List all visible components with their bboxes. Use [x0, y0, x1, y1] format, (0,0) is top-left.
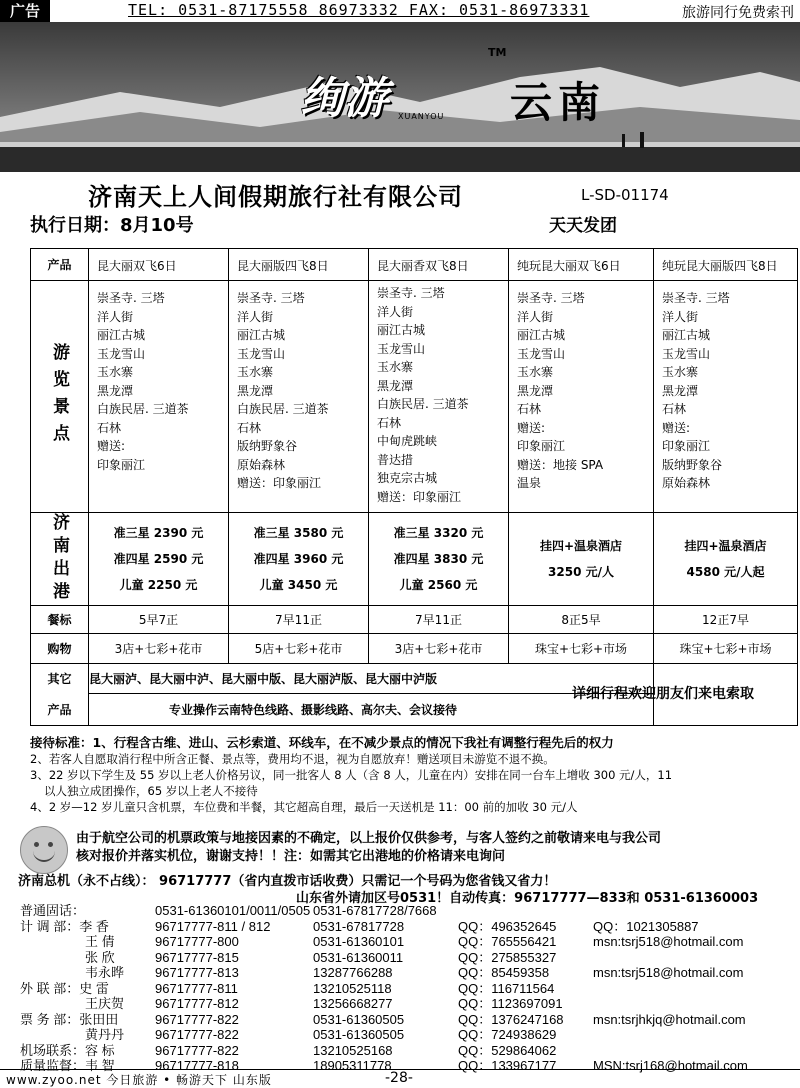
ad-tag: 广告	[0, 0, 50, 22]
sight-item: 丽江古城	[237, 328, 286, 342]
sight-item: 版纳野象谷	[237, 439, 298, 453]
shopping-info: 5店+七彩+花市	[229, 634, 369, 664]
contact-cell: 计 调 部：李 香	[20, 918, 109, 934]
price-item: 4580 元/人起	[686, 565, 765, 579]
shopping-info: 珠宝+七彩+市场	[654, 634, 798, 664]
contact-cell: 0531-61360505	[313, 1027, 405, 1043]
sight-item: 温泉	[517, 476, 542, 490]
sight-item: 黑龙潭	[377, 378, 414, 393]
sight-item: 丽江古城	[97, 328, 146, 342]
contact-cell: 0531-61360011	[313, 949, 404, 965]
contact-cell: QQ：1021305887	[593, 918, 699, 934]
contact-line: TEL: 0531-87175558 86973332 FAX: 0531-86973331	[128, 1, 590, 19]
sight-item: 丽江古城	[517, 328, 566, 342]
row-label-sights: 游览景点	[31, 281, 89, 513]
sights-list	[89, 281, 229, 513]
trade-note: 旅游同行免费索刊	[682, 5, 794, 21]
sight-item: 白族民居. 三道茶	[377, 397, 469, 411]
contact-row	[20, 1027, 783, 1043]
contact-cell: QQ：496352645	[458, 918, 557, 934]
meal-standard: 5早7正	[89, 606, 229, 634]
contact-cell	[593, 1043, 783, 1059]
price-item: 准四星 3830 元	[393, 552, 484, 566]
sight-item: 黑龙潭	[662, 383, 699, 398]
mountain-landscape-image	[0, 22, 800, 172]
contact-row	[20, 919, 783, 935]
sight-item: 洋人街	[662, 309, 699, 324]
contact-cell: QQ：85459358	[458, 965, 550, 981]
contact-cell: QQ：724938629	[458, 1027, 557, 1043]
contact-cell: QQ：275855327	[458, 949, 557, 965]
sight-item: 原始森林	[662, 476, 711, 490]
row-label-meals: 餐标	[31, 606, 89, 634]
footer-site: www.zyoo.net 今日旅游 • 畅游天下 山东版	[6, 1073, 272, 1087]
contact-cell: 0531-67817728/7668	[313, 903, 437, 919]
contact-cell: 96717777-818	[155, 1058, 239, 1074]
contact-cell: 质量监督：韦 智	[20, 1058, 115, 1074]
contact-cell: QQ：116711564	[458, 980, 555, 996]
table-row	[31, 281, 798, 513]
table-row	[31, 249, 798, 281]
price-item: 儿童 2250 元	[119, 578, 198, 592]
top-bar	[0, 0, 800, 23]
sight-item: 印象丽江	[97, 457, 146, 472]
sight-item: 丽江古城	[662, 328, 711, 342]
shopping-info: 3店+七彩+花市	[369, 634, 509, 664]
sight-item: 中甸虎跳峡	[377, 434, 438, 448]
shopping-info: 3店+七彩+花市	[89, 634, 229, 664]
sights-list	[229, 281, 369, 513]
sight-item: 白族民居. 三道茶	[97, 402, 189, 416]
contact-cell: 机场联系：容 标	[20, 1042, 115, 1058]
contact-cell: 13210525118	[313, 980, 392, 996]
sight-item: 崇圣寺. 三塔	[662, 291, 730, 305]
row-label-shopping: 购物	[31, 634, 89, 664]
hotline: 济南总机（永不占线）： 96717777（省内直拨市话收费）只需记一个号码为您省钱又省力！	[18, 874, 557, 889]
sight-item: 崇圣寺. 三塔	[237, 291, 305, 305]
product-name: 纯玩昆大丽版四飞8日	[654, 249, 798, 281]
contact-row	[20, 996, 783, 1012]
contact-row	[20, 965, 783, 981]
sights-list	[509, 281, 654, 513]
contact-cell: 96717777-822	[155, 1042, 239, 1058]
sight-item: 黑龙潭	[517, 383, 554, 398]
price-item: 准三星 2390 元	[113, 526, 204, 540]
service-notes	[30, 735, 797, 815]
sight-item: 玉水寨	[97, 365, 134, 379]
price-list	[509, 513, 654, 606]
meal-standard: 7早11正	[369, 606, 509, 634]
contact-table	[20, 903, 783, 1074]
contact-cell: 96717777-811 / 812	[155, 918, 271, 934]
sight-item: 洋人街	[237, 309, 274, 324]
product-table	[30, 248, 798, 726]
contact-cell	[593, 903, 783, 919]
contact-cell	[593, 981, 783, 997]
sight-item: 玉水寨	[377, 360, 414, 374]
price-item: 儿童 2560 元	[399, 578, 478, 592]
contact-cell: 18905311778	[313, 1058, 392, 1074]
sight-item: 崇圣寺. 三塔	[377, 286, 445, 300]
contact-cell: MSN:tsrj168@hotmail.com	[593, 1058, 748, 1074]
brand-pinyin: XUANYOU	[398, 112, 445, 121]
airline-notice-line: 由于航空公司的机票政策与地接因素的不确定，以上报价仅供参考，与客人签约之前敬请来电与我公司	[76, 831, 662, 846]
sight-item: 丽江古城	[377, 323, 426, 337]
contact-cell	[593, 950, 783, 966]
contact-cell	[593, 996, 783, 1012]
contact-cell: QQ：529864062	[458, 1042, 557, 1058]
product-name: 昆大丽双飞6日	[89, 249, 229, 281]
brand-logo: 绚游	[300, 73, 388, 124]
sight-item: 崇圣寺. 三塔	[517, 291, 585, 305]
contact-cell: 13256668277	[313, 996, 393, 1012]
contact-cell: 张 欣	[20, 949, 115, 965]
row-label-other: 其它	[31, 664, 89, 694]
contact-cell: msn:tsrj518@hotmail.com	[593, 965, 744, 981]
contact-cell: msn:tsrj518@hotmail.com	[593, 934, 744, 950]
license-number: L-SD-01174	[581, 186, 669, 204]
airline-notice	[76, 830, 776, 866]
price-list	[229, 513, 369, 606]
price-item: 准四星 3960 元	[253, 552, 344, 566]
product-name: 纯玩昆大丽双飞6日	[509, 249, 654, 281]
contact-cell: 96717777-813	[155, 965, 239, 981]
contact-cell: 王庆贺	[20, 996, 125, 1012]
sight-item: 玉龙雪山	[237, 346, 286, 361]
daily-departure: 天天发团	[549, 216, 617, 236]
other-products-line: 昆大丽泸、昆大丽中泸、昆大丽中版、昆大丽泸版、昆大丽中泸版	[89, 664, 654, 694]
sight-item: 普达措	[377, 452, 414, 467]
sight-item: 赠送：印象丽江	[237, 476, 322, 490]
sight-item: 玉龙雪山	[97, 346, 146, 361]
contact-cell: 王 倩	[20, 934, 115, 950]
contact-cell: 普通固话：	[20, 903, 86, 919]
sight-item: 洋人街	[517, 309, 554, 324]
price-list	[369, 513, 509, 606]
contact-cell	[593, 1027, 783, 1043]
sight-item: 玉水寨	[237, 365, 274, 379]
page-number: -28-	[385, 1070, 413, 1086]
contact-cell: 0531-61360101/0011/0505	[155, 903, 311, 919]
contact-cell: QQ：133967177	[458, 1058, 557, 1074]
table-row	[31, 513, 798, 606]
contact-cell: msn:tsrjhkjq@hotmail.com	[593, 1011, 746, 1027]
contact-row	[20, 934, 783, 950]
row-label-product: 产品	[31, 249, 89, 281]
price-item: 儿童 3450 元	[259, 578, 338, 592]
company-name: 济南天上人间假期旅行社有限公司	[88, 183, 463, 211]
sight-item: 玉龙雪山	[377, 341, 426, 356]
contact-cell: 96717777-822	[155, 1027, 239, 1043]
region-title: 云南	[510, 78, 607, 127]
contact-cell: 票 务 部：张田田	[20, 1011, 119, 1027]
itinerary-request-note: 详细行程欢迎朋友们来电索取	[572, 686, 754, 702]
row-label-products: 产品	[31, 694, 89, 726]
contact-cell: 96717777-800	[155, 934, 239, 950]
contact-cell: 96717777-815	[155, 949, 239, 965]
sight-item: 赠送：印象丽江	[377, 489, 462, 504]
sight-item: 石林	[97, 420, 122, 435]
sight-item: 石林	[517, 402, 542, 416]
price-item: 准三星 3580 元	[253, 526, 344, 540]
contact-cell: 外 联 部：史 雷	[20, 980, 109, 996]
contact-cell: 0531-67817728	[313, 918, 405, 934]
contact-row	[20, 903, 783, 919]
contact-cell: 96717777-812	[155, 996, 239, 1012]
contact-cell: 96717777-811	[155, 980, 238, 996]
shopping-info: 珠宝+七彩+市场	[509, 634, 654, 664]
contact-row	[20, 1012, 783, 1028]
price-item: 挂四+温泉酒店	[539, 539, 623, 553]
sight-item: 黑龙潭	[237, 383, 274, 398]
contact-cell: QQ：1376247168	[458, 1011, 564, 1027]
contact-cell: 0531-61360505	[313, 1011, 405, 1027]
sight-item: 白族民居. 三道茶	[237, 402, 329, 416]
special-routes-line: 专业操作云南特色线路、摄影线路、高尔夫、会议接待	[89, 694, 654, 726]
sight-item: 印象丽江	[517, 439, 566, 453]
banner-image	[0, 22, 800, 172]
sight-item: 赠送:	[517, 420, 546, 435]
contact-cell: QQ：1123697091	[458, 996, 563, 1012]
sight-item: 洋人街	[97, 309, 134, 324]
note-line: 4、2 岁—12 岁儿童只含机票，车位费和半餐，其它超高自理，最后一天送机是 11：00 前的加收 30 元/人	[30, 800, 578, 814]
price-list	[654, 513, 798, 606]
contact-cell: 0531-61360101	[313, 934, 405, 950]
contact-cell: 黄丹丹	[20, 1027, 125, 1043]
sights-list	[369, 281, 509, 513]
price-list	[89, 513, 229, 606]
product-name: 昆大丽版四飞8日	[229, 249, 369, 281]
row-label-departure: 济南出港	[31, 513, 89, 606]
sight-item: 石林	[377, 415, 402, 430]
contact-cell: 13287766288	[313, 965, 393, 981]
sight-item: 赠送：地接 SPA	[517, 457, 604, 472]
note-line: 以人独立成团操作，65 岁以上老人不接待	[44, 784, 258, 798]
contact-row	[20, 981, 783, 997]
sight-item: 石林	[237, 420, 262, 435]
table-row	[31, 606, 798, 634]
sight-item: 玉水寨	[662, 365, 699, 379]
meal-standard: 7早11正	[229, 606, 369, 634]
footer	[0, 1069, 800, 1088]
price-item: 挂四+温泉酒店	[684, 539, 767, 553]
sight-item: 版纳野象谷	[662, 457, 723, 472]
contact-cell: 13210525168	[313, 1042, 393, 1058]
contact-cell: 96717777-822	[155, 1011, 239, 1027]
contact-row	[20, 1043, 783, 1059]
sight-item: 独克宗古城	[377, 471, 438, 485]
product-name: 昆大丽香双飞8日	[369, 249, 509, 281]
note-line: 2、若客人自愿取消行程中所含正餐、景点等，费用均不退，视为自愿放弃！赠送项目未游览不退不换。	[30, 752, 555, 766]
contact-cell: 韦永晔	[20, 965, 125, 981]
contact-row	[20, 950, 783, 966]
sight-item: 洋人街	[377, 304, 414, 319]
contact-cell	[458, 903, 593, 919]
price-item: 准三星 3320 元	[393, 526, 484, 540]
smiley-icon	[20, 826, 68, 874]
contact-cell: QQ：765556421	[458, 934, 557, 950]
sight-item: 赠送:	[97, 439, 126, 453]
sight-item: 赠送:	[662, 420, 691, 435]
sights-list	[654, 281, 798, 513]
price-item: 准四星 2590 元	[113, 552, 204, 566]
sight-item: 石林	[662, 402, 687, 416]
price-item: 3250 元/人	[548, 565, 614, 579]
sight-item: 黑龙潭	[97, 383, 134, 398]
sight-item: 原始森林	[237, 457, 286, 472]
sight-item: 玉龙雪山	[517, 346, 566, 361]
execution-date: 执行日期：8月10号	[30, 215, 194, 236]
note-line: 3、22 岁以下学生及 55 岁以上老人价格另议，同一批客人 8 人（含 8 人，儿童在内）安排在同一台车上增收 300 元/人，11	[30, 768, 673, 782]
note-line: 接待标准：1、行程含古维、进山、云杉索道、环线车，在不减少景点的情况下我社有调整行程先后的权力	[30, 735, 614, 750]
sight-item: 崇圣寺. 三塔	[97, 291, 165, 305]
trademark-mark: TM	[488, 46, 507, 59]
sight-item: 玉水寨	[517, 365, 554, 379]
meal-standard: 12正7早	[654, 606, 798, 634]
sight-item: 印象丽江	[662, 439, 711, 453]
airline-notice-line: 核对报价并落实机位，谢谢支持！！注：如需其它出港地的价格请来电询问	[76, 849, 506, 864]
out-of-province-fax: 山东省外请加区号0531！自动传真：96717777—833和 0531-61360003	[296, 891, 759, 906]
table-row	[31, 634, 798, 664]
meal-standard: 8正5早	[509, 606, 654, 634]
sight-item: 玉龙雪山	[662, 346, 711, 361]
